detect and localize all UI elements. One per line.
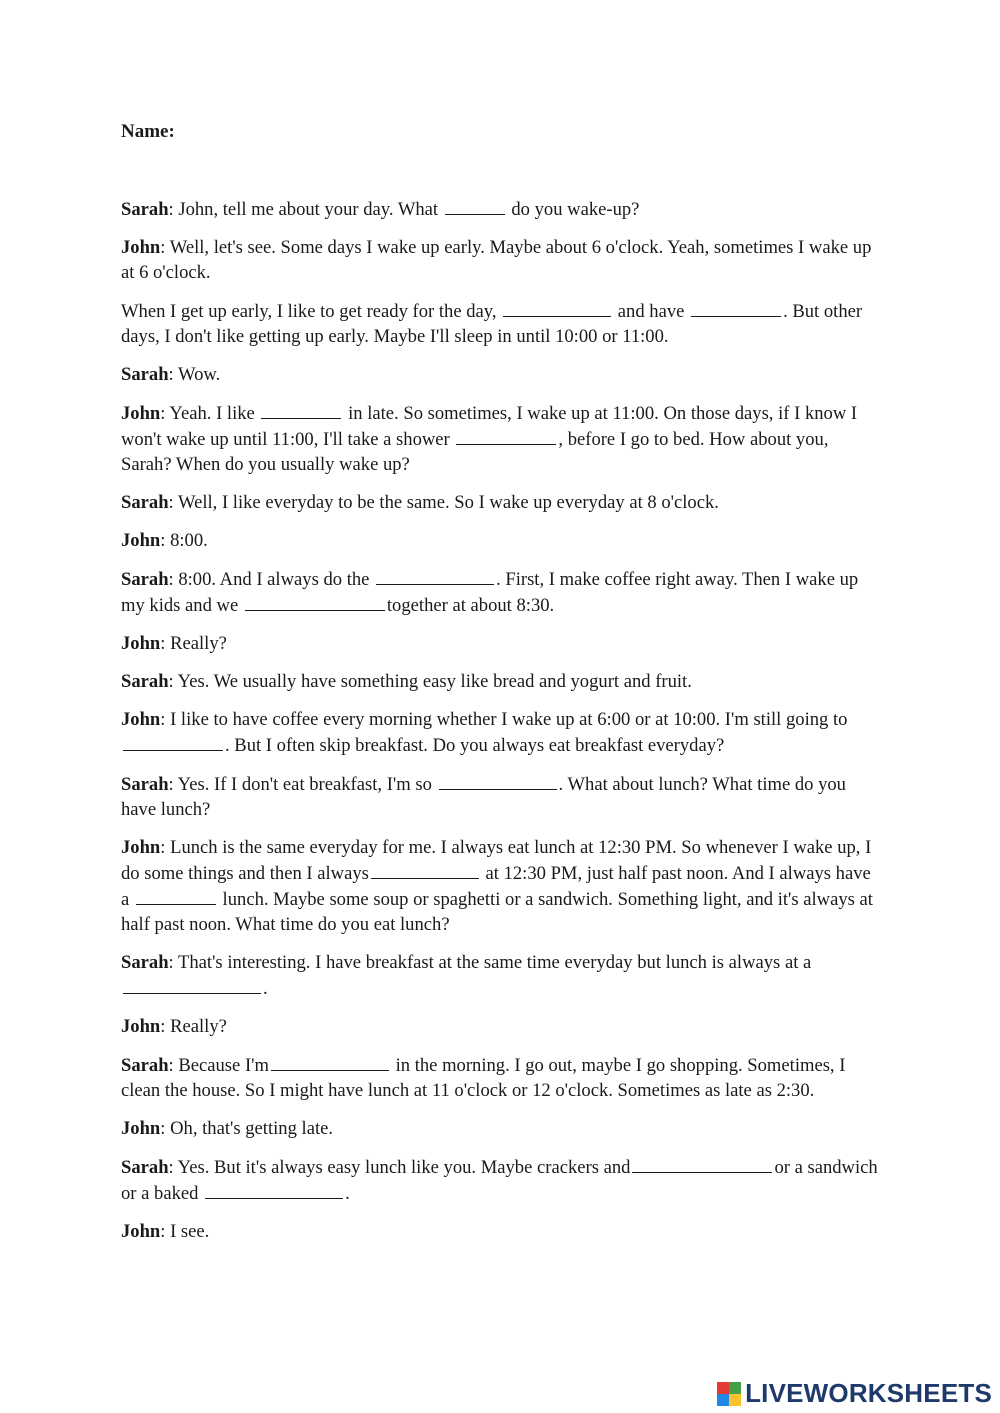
dialogue-text-segment: together at about 8:30. xyxy=(386,595,555,616)
speaker-name: Sarah xyxy=(121,774,169,795)
speaker-name: Sarah xyxy=(121,671,169,692)
dialogue-text-segment: do you wake-up? xyxy=(506,199,640,220)
dialogue-line xyxy=(121,631,881,656)
dialogue-text-segment: , before I go to bed. How about you, Sarah? When do you usually wake up? xyxy=(121,429,829,475)
logo-text: LIVEWORKSHEETS xyxy=(745,1378,992,1408)
speaker-name: Sarah xyxy=(121,569,169,590)
answer-blank[interactable] xyxy=(456,426,556,445)
dialogue-text-segment: : Well, let's see. Some days I wake up early. Maybe about 6 o'clock. Yeah, sometimes I wake up at 6 o'clock. xyxy=(121,237,872,283)
dialogue-text-segment: : Wow. xyxy=(168,364,221,385)
speaker-name: John xyxy=(121,1016,161,1037)
dialogue-text-segment: lunch. Maybe some soup or spaghetti or a sandwich. Something light, and it's always at half past noon. What time do you eat lunch? xyxy=(121,889,873,935)
dialogue-text-segment: : Lunch is the same everyday for me. I always eat lunch at 12:30 PM. So whenever I wake up, I do some things and then I always xyxy=(121,837,872,884)
dialogue-text-segment: When I get up early, I like to get ready for the day, xyxy=(121,301,502,322)
answer-blank[interactable] xyxy=(371,860,479,879)
answer-blank[interactable] xyxy=(245,592,385,611)
speaker-name: John xyxy=(121,237,161,258)
dialogue-line xyxy=(121,835,881,937)
dialogue-text-segment: : Oh, that's getting late. xyxy=(160,1118,334,1139)
speaker-name: Sarah xyxy=(121,492,169,513)
answer-blank[interactable] xyxy=(691,298,781,317)
dialogue-line xyxy=(121,196,881,222)
dialogue-line xyxy=(121,707,881,758)
dialogue-text-segment: : Because I'm xyxy=(168,1055,269,1076)
answer-blank[interactable] xyxy=(376,566,494,585)
speaker-name: John xyxy=(121,530,161,551)
answer-blank[interactable] xyxy=(123,732,223,751)
dialogue-line xyxy=(121,1116,881,1141)
speaker-name: John xyxy=(121,837,161,858)
answer-blank[interactable] xyxy=(136,886,216,905)
speaker-name: Sarah xyxy=(121,1157,169,1178)
answer-blank[interactable] xyxy=(503,298,611,317)
dialogue-text-segment: : Yes. But it's always easy lunch like you. Maybe crackers and xyxy=(168,1157,631,1178)
answer-blank[interactable] xyxy=(261,400,341,419)
dialogue-line xyxy=(121,1154,881,1206)
liveworksheets-logo-icon xyxy=(717,1382,741,1406)
dialogue-text-segment: : Yes. If I don't eat breakfast, I'm so xyxy=(168,774,437,795)
dialogue-text-segment: . What about lunch? What time do you have lunch? xyxy=(121,774,846,820)
dialogue-line xyxy=(121,490,881,515)
answer-blank[interactable] xyxy=(445,196,505,215)
dialogue-text-segment: in the morning. I go out, maybe I go shopping. Sometimes, I clean the house. So I might have lunch at 11 o'clock or 12 o'clock. Sometimes as late as 2:30. xyxy=(121,1055,846,1101)
dialogue-line xyxy=(121,669,881,694)
dialogue-line xyxy=(121,235,881,285)
speaker-name: Sarah xyxy=(121,952,169,973)
answer-blank[interactable] xyxy=(439,771,557,790)
dialogue-text-segment: : Really? xyxy=(160,633,227,654)
speaker-name: John xyxy=(121,709,161,730)
dialogue-text-segment: . But I often skip breakfast. Do you always eat breakfast everyday? xyxy=(225,735,725,756)
dialogue-text-segment: : Well, I like everyday to be the same. So I wake up everyday at 8 o'clock. xyxy=(168,492,719,513)
dialogue-text-segment: . But other days, I don't like getting up early. Maybe I'll sleep in until 10:00 or 11:00. xyxy=(121,301,863,347)
dialogue-line xyxy=(121,1219,881,1244)
dialogue-line xyxy=(121,566,881,618)
dialogue-text-segment: : 8:00. xyxy=(160,530,208,551)
dialogue-text-segment: in late. So sometimes, I wake up at 11:00. On those days, if I know I won't wake up until 11:00, I'll take a shower xyxy=(121,403,858,450)
dialogue-line xyxy=(121,298,881,349)
dialogue-line xyxy=(121,950,881,1001)
dialogue-line xyxy=(121,771,881,822)
speaker-name: John xyxy=(121,1118,161,1139)
dialogue-text-segment: : Really? xyxy=(160,1016,227,1037)
dialogue-text-segment: : I see. xyxy=(160,1221,210,1242)
answer-blank[interactable] xyxy=(205,1180,343,1199)
dialogue-text-segment: : That's interesting. I have breakfast at the same time everyday but lunch is always at a xyxy=(168,952,812,973)
dialogue-line xyxy=(121,1052,881,1103)
dialogue-line xyxy=(121,528,881,553)
dialogue-text-segment: : John, tell me about your day. What xyxy=(168,199,443,220)
answer-blank[interactable] xyxy=(632,1154,772,1173)
speaker-name: Sarah xyxy=(121,199,169,220)
answer-blank[interactable] xyxy=(123,975,261,994)
liveworksheets-logo xyxy=(717,1378,992,1409)
speaker-name: John xyxy=(121,633,161,654)
dialogue-text-segment: or a sandwich or a baked xyxy=(121,1157,878,1204)
name-label: Name: xyxy=(121,121,175,142)
dialogue-text-segment: : Yeah. I like xyxy=(160,403,260,424)
dialogue-text-segment: : 8:00. And I always do the xyxy=(168,569,375,590)
dialogue-text-segment: : Yes. We usually have something easy like bread and yogurt and fruit. xyxy=(168,671,692,692)
dialogue-text-segment: . xyxy=(263,978,268,999)
dialogue-line xyxy=(121,362,881,387)
dialogue-text xyxy=(121,196,881,1257)
dialogue-line xyxy=(121,400,881,477)
speaker-name: Sarah xyxy=(121,364,169,385)
dialogue-text-segment: at 12:30 PM, just half past noon. And I always have a xyxy=(121,863,871,910)
speaker-name: John xyxy=(121,1221,161,1242)
dialogue-text-segment: : I like to have coffee every morning whether I wake up at 6:00 or at 10:00. I'm still going to xyxy=(160,709,848,730)
dialogue-line xyxy=(121,1014,881,1039)
dialogue-text-segment: . xyxy=(345,1183,350,1204)
answer-blank[interactable] xyxy=(271,1052,389,1071)
dialogue-text-segment: and have xyxy=(613,301,690,322)
dialogue-text-segment: . First, I make coffee right away. Then I wake up my kids and we xyxy=(121,569,859,616)
speaker-name: John xyxy=(121,403,161,424)
speaker-name: Sarah xyxy=(121,1055,169,1076)
